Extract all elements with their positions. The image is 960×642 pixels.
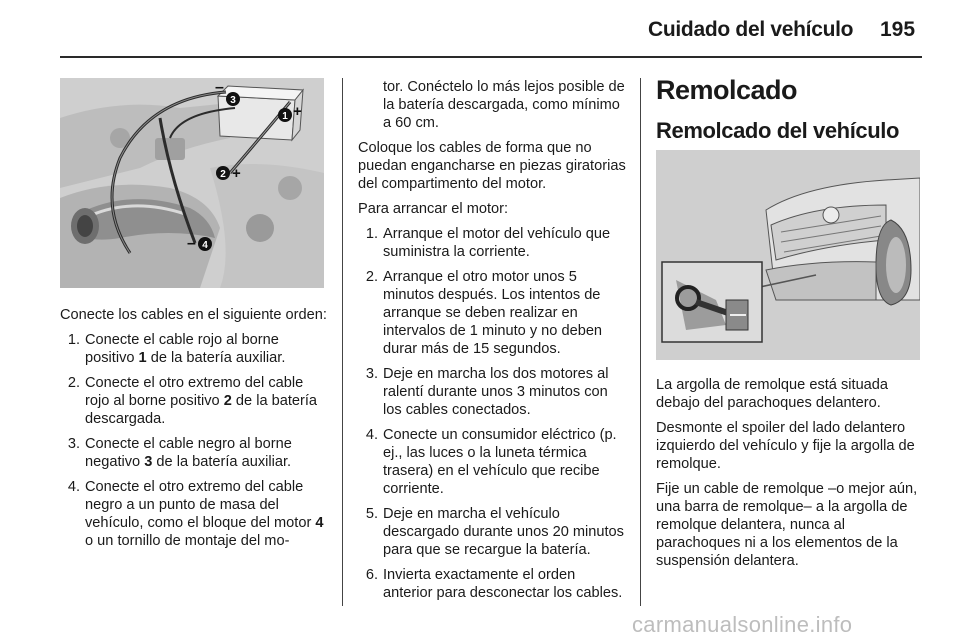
column-1 [60, 306, 328, 557]
column-divider-1 [342, 78, 343, 606]
list-item: 4. Conecte un consumidor eléctrico (p. ej., las luces o la luneta térmica trasera) en el vehículo que recibe corriente. [365, 427, 617, 497]
column-2 [358, 78, 626, 609]
svg-text:–: – [187, 235, 196, 252]
svg-text:+: + [293, 103, 302, 120]
callout-4-label: 4 [202, 240, 208, 251]
watermark: carmanualsonline.info [632, 612, 853, 637]
svg-text:+: + [232, 165, 241, 182]
continuation-text: tor. Conéctelo lo más lejos posible de la batería descargada, como mínimo a 60 cm. [383, 79, 625, 131]
column-divider-2 [640, 78, 641, 606]
header-divider [60, 56, 922, 58]
start-engine-heading: Para arrancar el motor: [358, 201, 509, 217]
start-steps [358, 225, 626, 602]
column-3 [656, 74, 922, 157]
list-item: 3. Deje en marcha los dos motores al ralentí durante unos 3 minutos con los cables conectados. [365, 366, 609, 418]
connection-steps [60, 331, 328, 550]
list-item: 2. Arranque el otro motor unos 5 minutos después. Los intentos de arranque se deben realizar en intervalos de 1 minuto y no deben durar más de 15 segundos. [365, 269, 603, 357]
svg-text:–: – [215, 79, 224, 96]
list-item: 3. Conecte el cable negro al borne negativo 3 de la batería auxiliar. [67, 436, 292, 470]
column-3-text [656, 376, 922, 577]
list-item: 4. Conecte el otro extremo del cable negro a un punto de masa del vehículo, como el bloque del motor 4 o un tornillo de montaje del mo- [67, 479, 324, 549]
list-item: 1. Conecte el cable rojo al borne positivo 1 de la batería auxiliar. [67, 332, 286, 366]
list-item: 2. Conecte el otro extremo del cable rojo al borne positivo 2 de la batería descargada. [67, 375, 318, 427]
tow-eye-illustration [656, 150, 920, 360]
list-item: 1. Arranque el motor del vehículo que suministra la corriente. [365, 226, 611, 260]
front-bumper-drawing [656, 150, 920, 360]
list-item: 6. Invierta exactamente el orden anterior para desconectar los cables. [365, 567, 623, 601]
callout-3-label: 3 [230, 95, 236, 106]
spoiler-text: Desmonte el spoiler del lado delantero izquierdo del vehículo y fije la argolla de remolque. [656, 420, 915, 472]
engine-bay-drawing [60, 78, 324, 288]
section-heading: Remolcado [656, 75, 798, 105]
list-item: 5. Deje en marcha el vehículo descargado durante unos 20 minutos para que se recargue la batería. [365, 506, 624, 558]
tow-cable-text: Fije un cable de remolque –o mejor aún, una barra de remolque– a la argolla de remolque delantera, nunca al parachoques ni a los elementos de la suspensión delantera. [656, 481, 918, 569]
jump-start-illustration [60, 78, 324, 288]
cable-placement-text: Coloque los cables de forma que no puedan engancharse en piezas giratorias del compartimento del motor. [358, 140, 626, 192]
section-title: Cuidado del vehículo [648, 18, 854, 41]
intro-text: Conecte los cables en el siguiente orden: [60, 307, 327, 323]
page-number: 195 [880, 18, 916, 41]
callout-1-label: 1 [282, 111, 288, 122]
subsection-heading: Remolcado del vehículo [656, 118, 900, 143]
tow-eye-location-text: La argolla de remolque está situada debajo del parachoques delantero. [656, 377, 889, 411]
callout-2-label: 2 [220, 169, 226, 180]
